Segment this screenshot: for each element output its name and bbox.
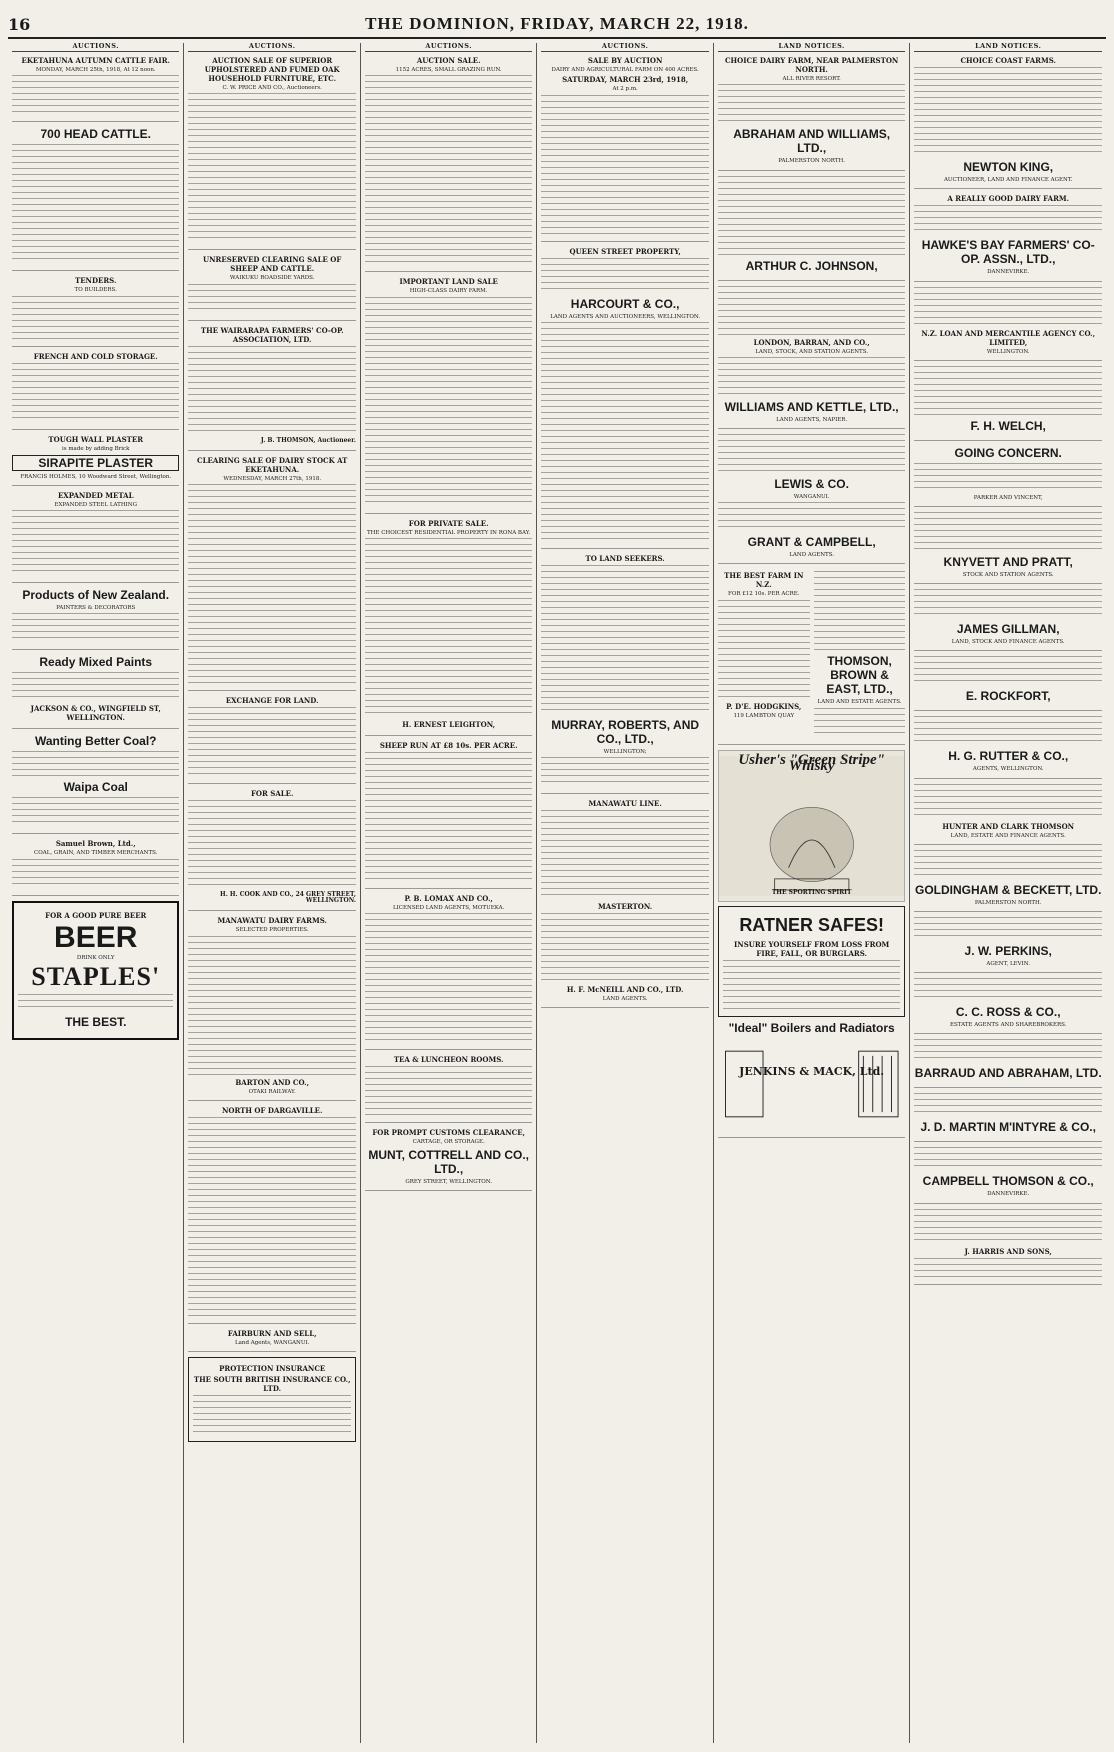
column-heading: LAND NOTICES. — [914, 43, 1102, 52]
ad-heading: JAMES GILLMAN, — [956, 622, 1060, 637]
ad-sub: PALMERSTON NORTH. — [778, 158, 845, 165]
ad-heading: C. C. ROSS & CO., — [955, 1005, 1061, 1020]
ad-heading: GOLDINGHAM & BECKETT, LTD. — [915, 882, 1102, 897]
ad-sub: J. B. THOMSON, Auctioneer. — [260, 436, 356, 444]
ad-heading: Products of New Zealand. — [22, 588, 170, 603]
ad-sub: HIGH-CLASS DAIRY FARM. — [409, 288, 488, 295]
ad-sub: GREY STREET, WELLINGTON. — [405, 1179, 492, 1186]
ad-heading: THE BEST FARM IN N.Z. — [724, 571, 804, 590]
ad-heading: SIRAPITE PLASTER — [12, 455, 179, 471]
ad-heading: SALE BY AUCTION — [587, 56, 663, 66]
ad-sub: At 2 p.m. — [612, 86, 638, 93]
ad-heading: AUCTION SALE. — [416, 56, 481, 66]
ad-sub: LAND AND ESTATE AGENTS. — [817, 699, 902, 706]
ad-heading: H. ERNEST LEIGHTON, — [402, 719, 496, 729]
ad-sub: LAND, ESTATE AND FINANCE AGENTS. — [950, 832, 1066, 839]
ad-sub: DANNEVIRKE. — [987, 269, 1030, 276]
columns — [8, 43, 1106, 1743]
ad-sub: JACKSON & CO., WINGFIELD ST, WELLINGTON. — [30, 704, 161, 723]
ad-sub: SHEEP RUN AT £8 10s. PER ACRE. — [379, 740, 518, 750]
ad-heading: GRANT & CAMPBELL, — [747, 535, 876, 550]
ad-sub: Land Agents, WANGANUI. — [234, 1339, 310, 1346]
ad-heading: HARCOURT & CO., — [570, 296, 680, 311]
ad-heading: J. HARRIS AND SONS, — [964, 1246, 1052, 1256]
ad-heading: WILLIAMS AND KETTLE, LTD., — [724, 399, 899, 414]
ad-sub: FOR £12 10s. PER ACRE. — [728, 591, 800, 598]
ad-heading: LEWIS & CO. — [774, 477, 849, 492]
ad-sub: LAND AGENTS, NAPIER. — [776, 416, 848, 423]
ad-sub: LAND, STOCK, AND STATION AGENTS. — [755, 348, 869, 355]
ad-heading: BARTON AND CO., — [235, 1077, 310, 1087]
ad-heading: THE WAIRARAPA FARMERS' CO-OP. ASSOCIATION, LTD. — [200, 325, 344, 344]
ratner-safes-ad — [718, 906, 906, 1017]
ad-sub: INSURE YOURSELF FROM LOSS FROM FIRE, FALL, OR BURGLARS. — [734, 939, 890, 958]
ad-heading: SATURDAY, MARCH 23rd, 1918, — [562, 75, 689, 85]
ad-heading: Samuel Brown, Ltd., — [55, 839, 136, 849]
ad-heading: FOR PROMPT CUSTOMS CLEARANCE, — [372, 1128, 526, 1138]
column-heading: AUCTIONS. — [365, 43, 532, 52]
ad-sub: MASTERTON. — [598, 902, 653, 912]
column-3 — [361, 43, 537, 1743]
usher-whisky-ad — [718, 750, 906, 902]
ad-sub: COAL, GRAIN, AND TIMBER MERCHANTS. — [34, 850, 158, 857]
ad-sub: THE CHOICEST RESIDENTIAL PROPERTY IN RONA BAY. — [366, 529, 531, 536]
column-heading: LAND NOTICES. — [718, 43, 906, 52]
ad-heading: UNRESERVED CLEARING SALE OF SHEEP AND CATTLE. — [203, 255, 342, 274]
column-5 — [714, 43, 911, 1743]
ad-sub: DANNEVIRKE. — [987, 1191, 1030, 1198]
column-heading: AUCTIONS. — [188, 43, 355, 52]
ad-heading: HAWKE'S BAY FARMERS' CO-OP. ASSN., LTD., — [921, 238, 1095, 267]
ad-heading: TO LAND SEEKERS. — [585, 553, 665, 563]
ad-sub: WEDNESDAY, MARCH 27th, 1918. — [223, 475, 322, 482]
ad-heading: RATNER SAFES! — [739, 914, 884, 935]
ad-heading: IMPORTANT LAND SALE — [399, 277, 498, 287]
ad-sub: JENKINS & MACK, Ltd. — [739, 1064, 885, 1078]
ad-heading: STAPLES' — [31, 961, 161, 991]
ad-heading: LONDON, BARRAN, AND CO., — [753, 337, 870, 347]
ad-heading: CHOICE COAST FARMS. — [960, 56, 1056, 66]
ad-sub: LAND AGENTS. — [789, 552, 835, 559]
ad-sub: PALMERSTON NORTH. — [974, 899, 1042, 906]
ad-sub: WAIKUKU ROADSIDE YARDS. — [229, 275, 315, 282]
ad-sub: THE SPORTING SPIRIT — [771, 889, 852, 897]
staples-beer-ad — [12, 901, 179, 1040]
ad-sub: 119 LAMBTON QUAY — [733, 712, 795, 719]
ad-sub: WANGANUI. — [793, 494, 830, 501]
ad-heading: FAIRBURN AND SELL, — [227, 1328, 317, 1338]
ad-heading: A REALLY GOOD DAIRY FARM. — [947, 194, 1070, 204]
ad-sub: OTAKI RAILWAY. — [248, 1088, 296, 1095]
ad-sub: C. W. PRICE AND CO., Auctioneers. — [222, 85, 322, 92]
ad-heading: MANAWATU DAIRY FARMS. — [217, 916, 327, 926]
ad-heading: H. G. RUTTER & CO., — [948, 749, 1069, 764]
insurance-ad — [188, 1357, 355, 1442]
ad-heading: P. D'E. HODGKINS, — [726, 701, 802, 711]
column-6 — [910, 43, 1106, 1743]
ad-sub: AGENT, LEVIN. — [986, 961, 1030, 968]
ad-heading: H. F. McNEILL AND CO., LTD. — [566, 985, 684, 995]
ad-sub: THE BEST. — [65, 1014, 127, 1029]
ad-sub: WELLINGTON; — [603, 748, 647, 755]
ad-sub: AUCTIONEER, LAND AND FINANCE AGENT. — [943, 177, 1073, 184]
ad-heading: PROTECTION INSURANCE — [219, 1364, 326, 1374]
ad-heading: TENDERS. — [75, 276, 117, 286]
ad-sub: TO BUILDERS. — [74, 287, 117, 294]
ad-heading: FRENCH AND COLD STORAGE. — [33, 351, 158, 361]
ad-heading: Wanting Better Coal? — [34, 734, 157, 749]
ad-heading: E. ROCKFORT, — [965, 689, 1051, 704]
ad-sub: LAND, STOCK AND FINANCE AGENTS. — [951, 639, 1065, 646]
ad-sub: 1152 ACRES, SMALL GRAZING RUN. — [395, 67, 502, 74]
beer-word: BEER — [54, 920, 138, 954]
ad-sub: LICENSED LAND AGENTS, MOTUEKA. — [392, 904, 505, 911]
ad-heading: CLEARING SALE OF DAIRY STOCK AT EKETAHUNA. — [197, 455, 348, 474]
ad-heading: NEWTON KING, — [963, 160, 1054, 175]
ad-heading: J. D. MARTIN M'INTYRE & CO., — [920, 1120, 1096, 1135]
ad-heading: Usher's "Green Stripe" Whisky — [738, 751, 885, 774]
ad-heading: TOUGH WALL PLASTER — [48, 434, 144, 444]
ad-heading: FOR PRIVATE SALE. — [408, 518, 489, 528]
ad-heading: FOR SALE. — [250, 789, 294, 799]
ad-sub: PAINTERS & DECORATORS — [56, 605, 136, 612]
ad-sub: is made by adding Brick — [62, 445, 130, 452]
ad-heading: BARRAUD AND ABRAHAM, LTD. — [914, 1066, 1102, 1081]
ad-heading: ARTHUR C. JOHNSON, — [745, 258, 878, 273]
ad-heading: GOING CONCERN. — [954, 445, 1062, 460]
ideal-boilers-ad — [718, 1021, 906, 1138]
column-1 — [8, 43, 184, 1743]
ad-heading: THOMSON, BROWN & EAST, LTD., — [826, 654, 893, 697]
ad-heading: MANAWATU LINE. — [588, 799, 662, 809]
ad-sub: ALL RIVER RESORT. — [782, 76, 841, 83]
ad-sub: DAIRY AND AGRICULTURAL FARM ON 400 ACRES. — [551, 67, 699, 74]
ad-heading: ABRAHAM AND WILLIAMS, LTD., — [733, 127, 891, 156]
ad-sub: EXPANDED STEEL LATHING — [54, 502, 137, 509]
ad-heading: AUCTION SALE OF SUPERIOR UPHOLSTERED AND FUMED OAK HOUSEHOLD FURNITURE, ETC. — [204, 56, 340, 84]
ad-sub: MONDAY, MARCH 25th, 1918, At 12 noon. — [35, 67, 156, 74]
ad-heading: J. W. PERKINS, — [964, 944, 1052, 959]
ad-heading: HUNTER AND CLARK THOMSON — [942, 821, 1075, 831]
ad-sub: WELLINGTON. — [986, 348, 1030, 355]
ad-sub: FRANCIS HOLMES, 10 Woodward Street, Wellington. — [20, 473, 172, 480]
ad-heading: MUNT, COTTRELL AND CO., LTD., — [368, 1148, 529, 1177]
ad-heading: "Ideal" Boilers and Radiators — [728, 1020, 895, 1035]
ad-heading: 700 HEAD CATTLE. — [40, 127, 151, 142]
ad-sub: AGENTS, WELLINGTON. — [972, 766, 1044, 773]
ad-sub: SELECTED PROPERTIES. — [235, 927, 309, 934]
ad-heading: EKETAHUNA AUTUMN CATTLE FAIR. — [21, 56, 170, 66]
column-heading: AUCTIONS. — [541, 43, 708, 52]
ad-heading: CHOICE DAIRY FARM, NEAR PALMERSTON NORTH. — [724, 56, 899, 75]
ad-heading: F. H. WELCH, — [970, 418, 1046, 433]
ad-sub: PARKER AND VINCENT, — [973, 494, 1043, 501]
ad-sub: LAND AGENTS. — [602, 996, 648, 1003]
ad-sub: H. H. COOK AND CO., 24 GREY STREET, WELLINGTON. — [220, 891, 356, 905]
column-4 — [537, 43, 713, 1743]
ad-heading: NORTH OF DARGAVILLE. — [221, 1105, 323, 1115]
ad-sub: STOCK AND STATION AGENTS. — [962, 572, 1054, 579]
ad-sub: LAND AGENTS AND AUCTIONEERS, WELLINGTON. — [550, 313, 701, 320]
boiler-illustration — [718, 1039, 906, 1129]
ad-sub: DRINK ONLY — [76, 954, 115, 961]
ad-heading: EXPANDED METAL — [57, 491, 134, 501]
ad-heading: TEA & LUNCHEON ROOMS. — [393, 1055, 504, 1065]
column-2 — [184, 43, 360, 1743]
ad-sub: ESTATE AGENTS AND SHAREBROKERS. — [949, 1022, 1067, 1029]
ad-heading: FOR A GOOD PURE BEER — [45, 910, 147, 920]
ad-heading: N.Z. LOAN AND MERCANTILE AGENCY CO., LIMITED, — [921, 328, 1096, 347]
ad-heading: KNYVETT AND PRATT, — [943, 555, 1073, 570]
ad-sub: CARTAGE, OR STORAGE. — [412, 1139, 485, 1146]
ad-heading: EXCHANGE FOR LAND. — [225, 696, 319, 706]
page-number: 16 — [8, 15, 31, 34]
ad-heading: Ready Mixed Paints — [39, 655, 153, 670]
ad-sub: Waipa Coal — [63, 780, 128, 795]
column-heading: AUCTIONS. — [12, 43, 179, 52]
ad-heading: MURRAY, ROBERTS, AND CO., LTD., — [551, 717, 700, 746]
newspaper-title: THE DOMINION, FRIDAY, MARCH 22, 1918. — [365, 14, 749, 33]
ad-heading: QUEEN STREET PROPERTY, — [569, 246, 681, 256]
ad-sub: THE SOUTH BRITISH INSURANCE CO., LTD. — [193, 1375, 351, 1394]
ad-heading: P. B. LOMAX AND CO., — [404, 893, 493, 903]
masthead — [8, 0, 1106, 39]
ad-heading: CAMPBELL THOMSON & CO., — [922, 1174, 1094, 1189]
